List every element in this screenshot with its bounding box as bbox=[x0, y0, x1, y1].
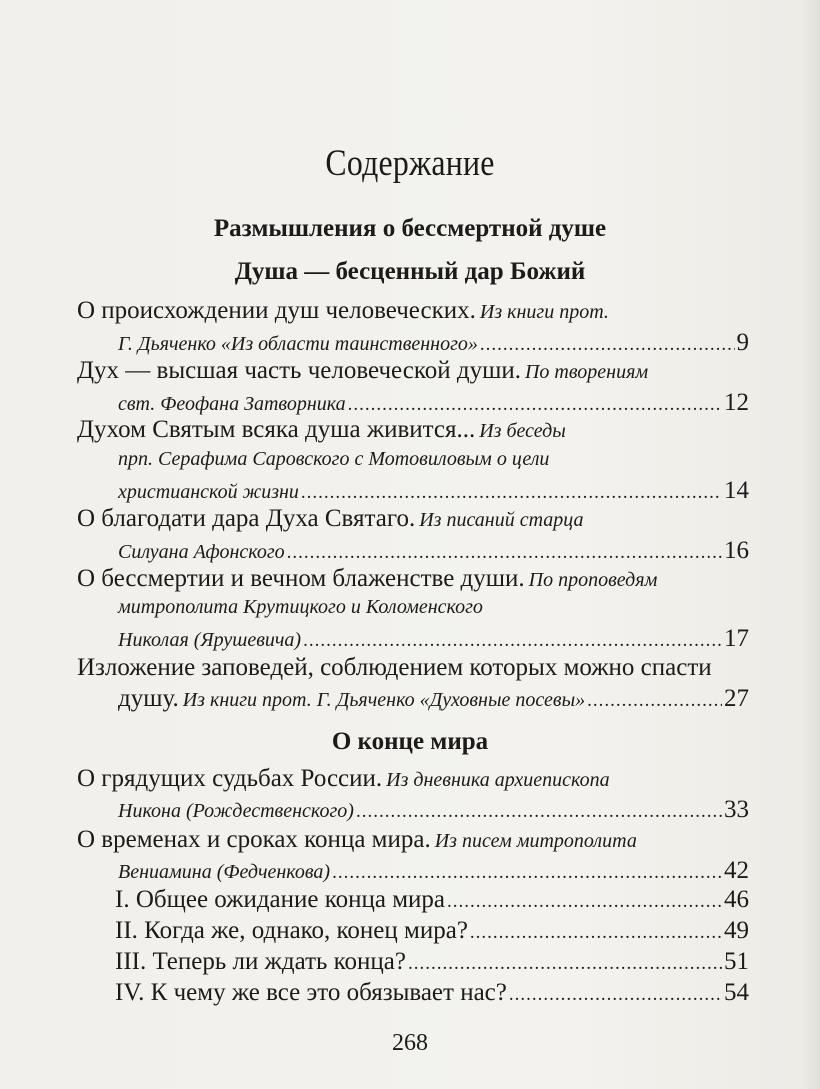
leader-dots bbox=[480, 334, 735, 356]
subentry-title: II. Когда же, однако, конец мира? bbox=[115, 917, 468, 944]
page-number: 14 bbox=[724, 477, 749, 504]
toc-entry bbox=[77, 654, 749, 717]
page-number: 42 bbox=[724, 857, 749, 884]
entry-source: По творениям bbox=[524, 361, 649, 383]
page-number: 49 bbox=[724, 917, 749, 944]
page-number: 16 bbox=[724, 537, 749, 564]
entry-title: Духом Святым всяка душа живится... bbox=[77, 416, 476, 443]
entry-source: Из беседы bbox=[479, 420, 566, 442]
section-heading-2: Душа — бесценный дар Божий bbox=[234, 258, 586, 285]
toc-entry bbox=[77, 565, 749, 657]
toc-entry bbox=[77, 357, 749, 421]
leader-dots bbox=[509, 984, 722, 1006]
page-folio-number: 268 bbox=[392, 1030, 428, 1056]
page-number: 46 bbox=[724, 886, 749, 913]
subentry-title: IV. К чему же все это обязывает нас? bbox=[115, 979, 507, 1006]
page-number: 33 bbox=[724, 796, 749, 823]
entry-source: Из дневника архиепископа bbox=[386, 769, 610, 791]
entry-source: Из книги прот. bbox=[479, 301, 609, 323]
leader-dots bbox=[447, 891, 722, 913]
entry-title: О бессмертии и вечном блаженстве души. bbox=[77, 565, 525, 592]
leader-dots bbox=[301, 482, 722, 504]
entry-title: Дух — высшая часть человеческой души. bbox=[77, 357, 521, 384]
entry-source: Из писем митрополита bbox=[434, 830, 637, 852]
leader-dots bbox=[287, 542, 722, 564]
toc-subentry bbox=[77, 948, 749, 979]
toc-subentry bbox=[77, 979, 749, 1010]
section-heading-1: Размышления о бессмертной душе bbox=[213, 215, 607, 242]
entry-title: О благодати дара Духа Святаго. bbox=[77, 505, 416, 532]
leader-dots bbox=[408, 953, 722, 975]
toc-entry bbox=[77, 826, 749, 889]
subentry-title: I. Общее ожидание конца мира bbox=[115, 886, 446, 913]
page-number: 12 bbox=[724, 389, 749, 416]
toc-entry bbox=[77, 416, 749, 509]
entry-source: свт. Феофана Затворника bbox=[118, 393, 346, 415]
leader-dots bbox=[332, 862, 722, 884]
entry-source: Николая (Ярушевича) bbox=[118, 629, 302, 651]
toc-subentry bbox=[77, 917, 749, 948]
leader-dots bbox=[470, 922, 722, 944]
toc-entry bbox=[77, 505, 749, 569]
entry-source: прп. Серафима Саровского с Мотовиловым о цели bbox=[118, 448, 550, 470]
entry-title: О временах и сроках конца мира. bbox=[77, 826, 431, 853]
leader-dots bbox=[303, 630, 722, 652]
entry-title-continued: душу. bbox=[118, 685, 179, 712]
leader-dots bbox=[356, 801, 722, 823]
entry-source: Никона (Рождественского) bbox=[118, 800, 354, 822]
entry-source: христианской жизни bbox=[118, 481, 299, 503]
entry-source: Вениамина (Федченкова) bbox=[118, 861, 331, 883]
entry-source: По проповедям bbox=[528, 569, 658, 591]
page-number: 27 bbox=[724, 685, 749, 712]
subentry-title: III. Теперь ли ждать конца? bbox=[115, 948, 406, 975]
toc-subentry bbox=[77, 886, 749, 917]
page-number: 9 bbox=[736, 329, 749, 356]
entry-source: Из писаний старца bbox=[419, 509, 584, 531]
toc-entry bbox=[77, 297, 749, 361]
entry-title: Изложение заповедей, соблюдением которых можно спасти bbox=[77, 654, 712, 681]
page-number: 51 bbox=[724, 948, 749, 975]
entry-source: Силуана Афонского bbox=[118, 541, 285, 563]
leader-dots bbox=[587, 690, 722, 712]
leader-dots bbox=[348, 394, 722, 416]
toc-entry bbox=[77, 765, 749, 828]
entry-title: О грядущих судьбах России. bbox=[77, 765, 383, 792]
entry-source: Из книги прот. Г. Дьяченко «Духовные посевы» bbox=[182, 689, 586, 711]
page-number: 54 bbox=[724, 979, 749, 1006]
page-title: Содержание bbox=[325, 143, 495, 184]
entry-title: О происхождении душ человеческих. bbox=[77, 297, 476, 324]
toc-subentries bbox=[77, 886, 749, 1010]
entry-source: Г. Дьяченко «Из области таинственного» bbox=[118, 333, 478, 355]
page-number: 17 bbox=[724, 625, 749, 652]
entry-source: митрополита Крутицкого и Коломенского bbox=[118, 596, 483, 618]
page-edge-shadow bbox=[802, 0, 820, 1089]
section-heading-3: О конце мира bbox=[331, 728, 489, 755]
